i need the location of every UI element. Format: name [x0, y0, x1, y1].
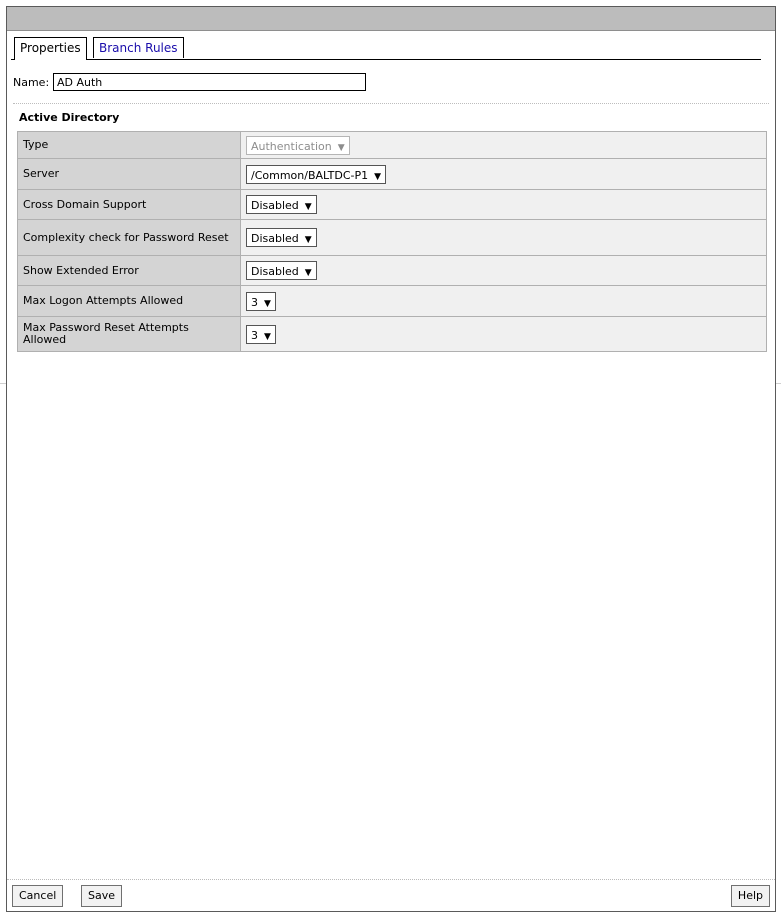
type-value: Authentication: [251, 139, 332, 153]
chevron-down-icon: ▼: [264, 298, 271, 309]
table-row: [18, 256, 767, 286]
max-reset-value: 3: [251, 328, 258, 342]
cross-domain-select[interactable]: [246, 195, 317, 214]
tab-properties-label: Properties: [20, 41, 81, 55]
section-title: Active Directory: [19, 111, 120, 124]
help-button[interactable]: Help: [731, 885, 770, 907]
max-reset-label: Max Password Reset Attempts Allowed: [18, 317, 241, 352]
chevron-down-icon: ▼: [374, 171, 382, 182]
chevron-down-icon: ▼: [264, 331, 271, 342]
max-logon-select[interactable]: [246, 292, 276, 311]
extended-error-value: Disabled: [251, 265, 299, 278]
footer-divider: [7, 879, 775, 880]
chevron-down-icon: ▼: [304, 235, 312, 245]
dialog-titlebar[interactable]: [7, 7, 775, 31]
type-label: Type: [18, 132, 241, 159]
agent-properties-dialog: [6, 6, 776, 912]
max-logon-value: 3: [251, 295, 258, 309]
save-button[interactable]: Save: [81, 885, 122, 907]
complexity-check-value: Disabled: [251, 232, 299, 245]
name-label: Name:: [13, 76, 50, 89]
name-divider: [13, 103, 769, 104]
name-input[interactable]: [53, 73, 366, 91]
table-row: [18, 159, 767, 190]
tab-branch-rules[interactable]: [93, 37, 184, 58]
server-select[interactable]: [246, 165, 386, 184]
table-row: [18, 317, 767, 352]
extended-error-label: Show Extended Error: [18, 256, 241, 286]
server-label: Server: [18, 159, 241, 190]
extended-error-select[interactable]: [246, 261, 317, 280]
tab-strip: [11, 37, 761, 60]
complexity-check-label: Complexity check for Password Reset: [18, 220, 241, 256]
cross-domain-value: Disabled: [251, 199, 299, 212]
chevron-down-icon: ▼: [304, 202, 312, 212]
tab-branch-rules-label: Branch Rules: [99, 41, 178, 55]
max-reset-select[interactable]: [246, 325, 276, 344]
name-row: [13, 73, 49, 93]
complexity-check-select[interactable]: [246, 228, 317, 247]
tab-properties[interactable]: [14, 37, 87, 60]
properties-table: [17, 131, 767, 352]
cross-domain-label: Cross Domain Support: [18, 190, 241, 220]
table-row: [18, 286, 767, 317]
chevron-down-icon: ▼: [304, 268, 312, 278]
table-row: [18, 190, 767, 220]
background-divider: [776, 383, 781, 384]
max-logon-label: Max Logon Attempts Allowed: [18, 286, 241, 317]
table-row: [18, 132, 767, 159]
table-row: [18, 220, 767, 256]
chevron-down-icon: ▼: [337, 142, 345, 153]
cancel-button[interactable]: Cancel: [12, 885, 63, 907]
server-value: /Common/BALTDC-P1: [251, 168, 369, 182]
type-select: [246, 136, 350, 155]
